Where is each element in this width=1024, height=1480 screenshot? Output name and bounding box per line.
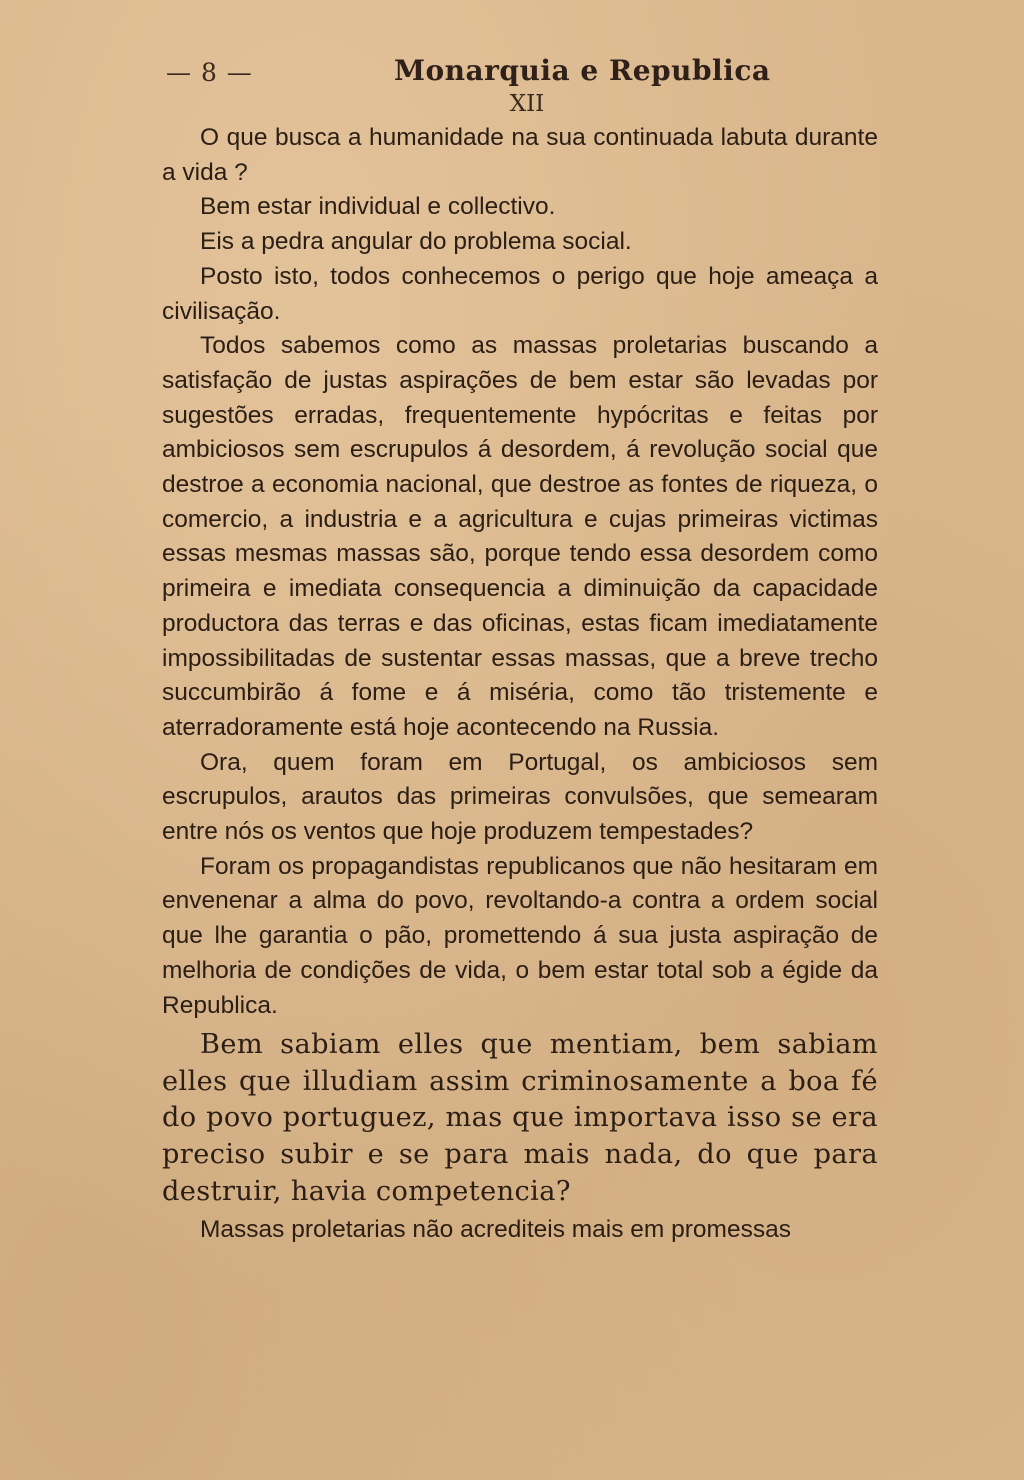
- paragraph: O que busca a humanidade na sua continuada labuta durante a vida ?: [162, 124, 878, 186]
- closing-line: Massas proletarias não acrediteis mais em promessas: [200, 1216, 791, 1244]
- body-text-closing: [162, 1213, 878, 1248]
- paragraph: Ora, quem foram em Portugal, os ambiciosos sem escrupulos, arautos das primeiras convulsões, que semearam entre nós os ventos que hoje produzem tempestades?: [162, 748, 878, 846]
- book-page: [162, 52, 878, 1248]
- paragraph: Bem estar individual e collectivo.: [200, 193, 556, 221]
- paragraph: Todos sabemos como as massas proletarias buscando a satisfação de justas aspirações de bem estar são levadas por sugestões erradas, frequentemente hypócritas e feitas por ambiciosos sem escrupulos á desordem, á revolução social que destroe a economia nacional, que destroe as fontes de riqueza, o comercio, a industria e a agricultura e cujas primeiras victimas essas mesmas massas são, porque tendo essa desordem como primeira e imediata consequencia a diminuição da capacidade productora das terras e das oficinas, estas ficam imediatamente impossibilitadas de sustentar essas massas, que a breve trecho succumbirão á fome e á miséria, como tão tristemente e aterradoramente está hoje acontecendo na Russia.: [162, 332, 878, 741]
- emphasis-paragraph: Bem sabiam elles que mentiam, bem sabiam elles que illudiam assim criminosamente a boa fé do povo portuguez, mas que importava isso se era preciso subir e se para mais nada, do que para destruir, havia competencia?: [162, 1029, 878, 1207]
- paragraph: Foram os propagandistas republicanos que não hesitaram em envenenar a alma do povo, revoltando-a contra a ordem social que lhe garantia o pão, promettendo á sua justa aspiração de melhoria de condições de vida, o bem estar total sob a égide da Republica.: [162, 852, 878, 1019]
- running-title: Monarquia e Republica: [394, 54, 771, 87]
- body-text: [162, 121, 878, 1023]
- chapter-number: XII: [509, 91, 545, 117]
- paragraph: Posto isto, todos conhecemos o perigo que hoje ameaça a civilisação.: [162, 262, 878, 325]
- paragraph: Eis a pedra angular do problema social.: [200, 228, 632, 256]
- running-head: [162, 52, 878, 96]
- page-number: — 8 —: [166, 58, 253, 87]
